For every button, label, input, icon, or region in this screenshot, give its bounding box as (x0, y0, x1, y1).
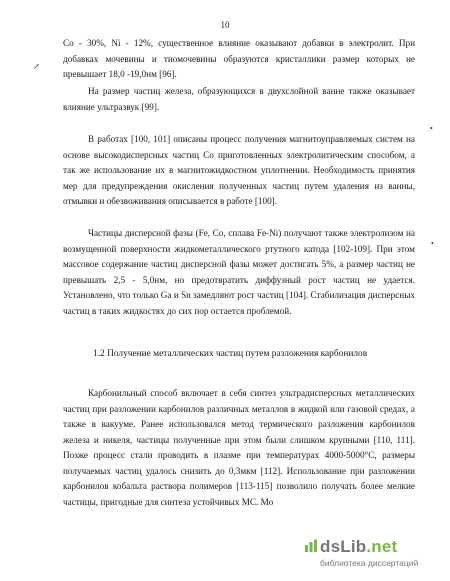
paragraph-4 (63, 226, 415, 319)
watermark-brand-main: dsLib (320, 537, 367, 556)
watermark-brand (320, 537, 397, 557)
paragraph-1 (63, 36, 415, 83)
paragraph-5-text: Карбонильный способ включает в себя синтез ультрадисперсных металлических частиц при разложении карбонилов различных металлов в жидкой или газовой средах, а также в вакууме. Ранее использовался метод термического разложения карбонилов железа и никеля, частицы полученные при этом были слишком крупными [110, 111]. Позже процесс стали проводить в плазме при температурах 4000-5000°С, размеры получаемых частиц удалось снизить до 0,3мкм [112]. Использование при разложении карбонилов кобальта раствора полимеров [113-115] позволило получать более мелкие частицы, пригодные для синтеза устойчивых МС. Мо (63, 388, 415, 507)
paragraph-1-text: Co - 30%, Ni - 12%, существенное влияние оказывают добавки в электролит. При добавках мочевины и тиомочевины образуются кристаллики размер которых не превышает 18,0 -19,0нм [96]. (63, 38, 415, 79)
dslib-watermark (298, 537, 436, 573)
dslib-logo-icon (304, 539, 318, 553)
paragraph-5 (63, 386, 415, 510)
watermark-brand-tld: .net (366, 537, 398, 556)
page-number: 10 (220, 20, 230, 30)
paragraph-3 (63, 132, 415, 210)
paragraph-2 (63, 84, 415, 115)
paragraph-2-text: На размер частиц железа, образующихся в двухслойной ванне также оказывает влияние ультразвук [99]. (63, 86, 415, 112)
scan-mark-1: ↗ (33, 62, 40, 71)
scan-mark-2: • (430, 124, 433, 133)
paragraph-3-text: В работах [100, 101] описаны процесс получения магнитоуправляемых систем на основе высокодисперсных частиц Co приготовленных электролитическим способом, а так же использование их в магнитожидкостном уплотнении. Необходимость принятия мер для предупреждения окисления полученных частиц путем удаления из ванны, отмывки и обезвоживания описывается в работе [100]. (63, 134, 415, 206)
section-heading: 1.2 Получение металлических частиц путем разложения карбонилов (93, 349, 368, 359)
paragraph-4-text: Частицы дисперсной фазы (Fe, Co, сплава Fe-Ni) получают также электролизом на возмущенной поверхности жидкометаллического ртутного катода [102-109]. При этом массовое содержание частиц дисперсной фазы может достигать 5%, а размер частиц не превышать 2,5 - 5,0нм, но предотвратить диффузный рост частиц не удается. Установлено, что только Ga и Sn замедляют рост частиц [104]. Стабилизация дисперсных частиц в таких жидкостях до сих пор остается проблемой. (63, 228, 415, 316)
scan-mark-3: • (431, 239, 434, 248)
watermark-subtitle: библиотека диссертаций (320, 558, 419, 568)
